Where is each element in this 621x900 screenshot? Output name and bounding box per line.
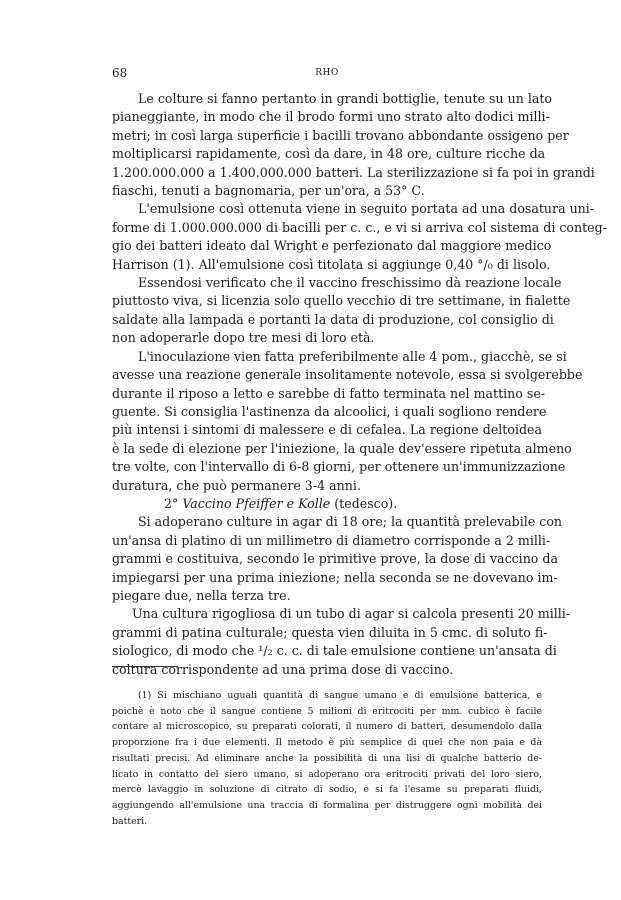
text-line: Le colture si fanno pertanto in grandi bottiglie, tenute su un lato (138, 91, 553, 106)
heading-line (112, 495, 542, 513)
text-line: moltiplicarsi rapidamente, così da dare, in 48 ore, culture ricche da (112, 146, 546, 162)
footnote-line: (1) Si mischiano uguali quantità di sangue umano e di emulsione batterica, e (138, 690, 542, 701)
text-line: fiaschi, tenuti a bagnomaria, per un'ora, a 53° C. (112, 183, 425, 199)
text-line: siologico, di modo che ¹/₂ c. c. di tale emulsione contiene un'ansata di (112, 643, 557, 659)
footnote-divider (112, 666, 178, 667)
text-line: più intensi i sintomi di malessere e di cefalea. La regione deltoidea (112, 422, 542, 438)
text-line: è la sede di elezione per l'iniezione, la quale dev'essere ripetuta almeno (112, 440, 572, 456)
footnote-line: poichè è noto che il sangue contiene 5 milioni di eritrociti per mm. cubico è facile (112, 705, 542, 717)
paragraph (112, 605, 571, 679)
paragraph (112, 513, 563, 605)
footnote-line: contare al microscopico, su preparati colorati, il numero di batteri, desumendolo dalla (112, 721, 542, 733)
heading-suffix: (tedesco). (334, 495, 398, 511)
footnote (112, 688, 542, 829)
heading-title: Vaccino Pfeiffer e Kolle (182, 495, 331, 511)
text-line: L'emulsione così ottenuta viene in seguito portata ad una dosatura uni- (138, 201, 595, 217)
footnote-line: batteri. (112, 815, 148, 827)
text-line: L'inoculazione vien fatta preferibilmente alle 4 pom., giacchè, se si (138, 348, 567, 364)
footnote-line: proporzione fra i due elementi. Il metodo è più semplice di quel che non paia e dà (112, 737, 542, 749)
text-line: forme di 1.000.000.000 di bacilli per c. c., e vi si arriva col sistema di conteg- (112, 219, 607, 235)
text-line: piegare due, nella terza tre. (112, 587, 291, 603)
text-line: piuttosto viva, si licenzia solo quello vecchio di tre settimane, in fialette (112, 293, 571, 309)
text-line: pianeggiante, in modo che il brodo formi uno strato alto dodici milli- (112, 109, 550, 125)
paragraph (112, 90, 595, 200)
text-line: coltura corrispondente ad una prima dose di vaccino. (112, 661, 454, 677)
text-line: tre volte, con l'intervallo di 6-8 giorni, per ottenere un'immunizzazione (112, 459, 566, 475)
paragraph (112, 200, 607, 274)
page-number: 68 (112, 66, 128, 80)
footnote-line: licato in contatto del siero umano, si adoperano ora eritrociti privati del loro siero, (112, 768, 542, 780)
text-line: metri; in così larga superficie i bacilli trovano abbondante ossigeno per (112, 127, 569, 143)
text-line: saldate alla lampada e portanti la data di produzione, col consiglio di (112, 311, 554, 327)
footnote-line: risultati precisi. Ad eliminare anche la possibilità di una lisi di qualche batterio de- (112, 752, 542, 764)
running-title: RHO (315, 68, 339, 78)
text-line: Essendosi verificato che il vaccino freschissimo dà reazione locale (138, 275, 562, 291)
paragraph (112, 348, 583, 495)
text-line: grammi di patina culturale; questa vien diluita in 5 cmc. di soluto fi- (112, 624, 548, 640)
text-line: gio dei batteri ideato dal Wright e perfezionato dal maggiore medico (112, 238, 552, 254)
text-line: grammi e costituiva, secondo le primitive prove, la dose di vaccino da (112, 551, 558, 567)
main-text (112, 90, 607, 679)
paragraph (112, 274, 571, 348)
text-line: durante il riposo a letto e sarebbe di fatto terminata nel mattino se- (112, 385, 546, 401)
footnote-line: mercè lavaggio in soluzione di citrato di sodio, e si fa l'esame su preparati fluidi, (112, 784, 542, 796)
text-line: impiegarsi per una prima iniezione; nella seconda se ne dovevano im- (112, 569, 558, 585)
text-line: un'ansa di platino di un millimetro di diametro corrisponde a 2 milli- (112, 532, 551, 548)
page-header (112, 66, 542, 82)
heading-number: 2° (164, 495, 179, 511)
text-line: 1.200.000.000 a 1.400.000.000 batteri. La sterilizzazione si fa poi in grandi (112, 164, 595, 180)
text-line: non adoperarle dopo tre mesi di loro età. (112, 330, 375, 346)
text-line: Una cultura rigogliosa di un tubo di agar si calcola presenti 20 milli- (132, 606, 571, 622)
text-line: Si adoperano culture in agar di 18 ore; la quantità prelevabile con (138, 514, 563, 530)
text-line: Harrison (1). All'emulsione così titolata si aggiunge 0,40 °/₀ di lisolo. (112, 256, 551, 272)
text-line: duratura, che può permanere 3-4 anni. (112, 477, 361, 493)
section-heading (112, 495, 542, 513)
footnote-line: aggiungendo all'emulsione una traccia di formalina per distruggere ogni mobilità dei (112, 799, 542, 811)
text-line: avesse una reazione generale insolitamente notevole, essa si svolgerebbe (112, 367, 583, 383)
text-line: guente. Si consiglia l'astinenza da alcoolici, i quali sogliono rendere (112, 403, 547, 419)
